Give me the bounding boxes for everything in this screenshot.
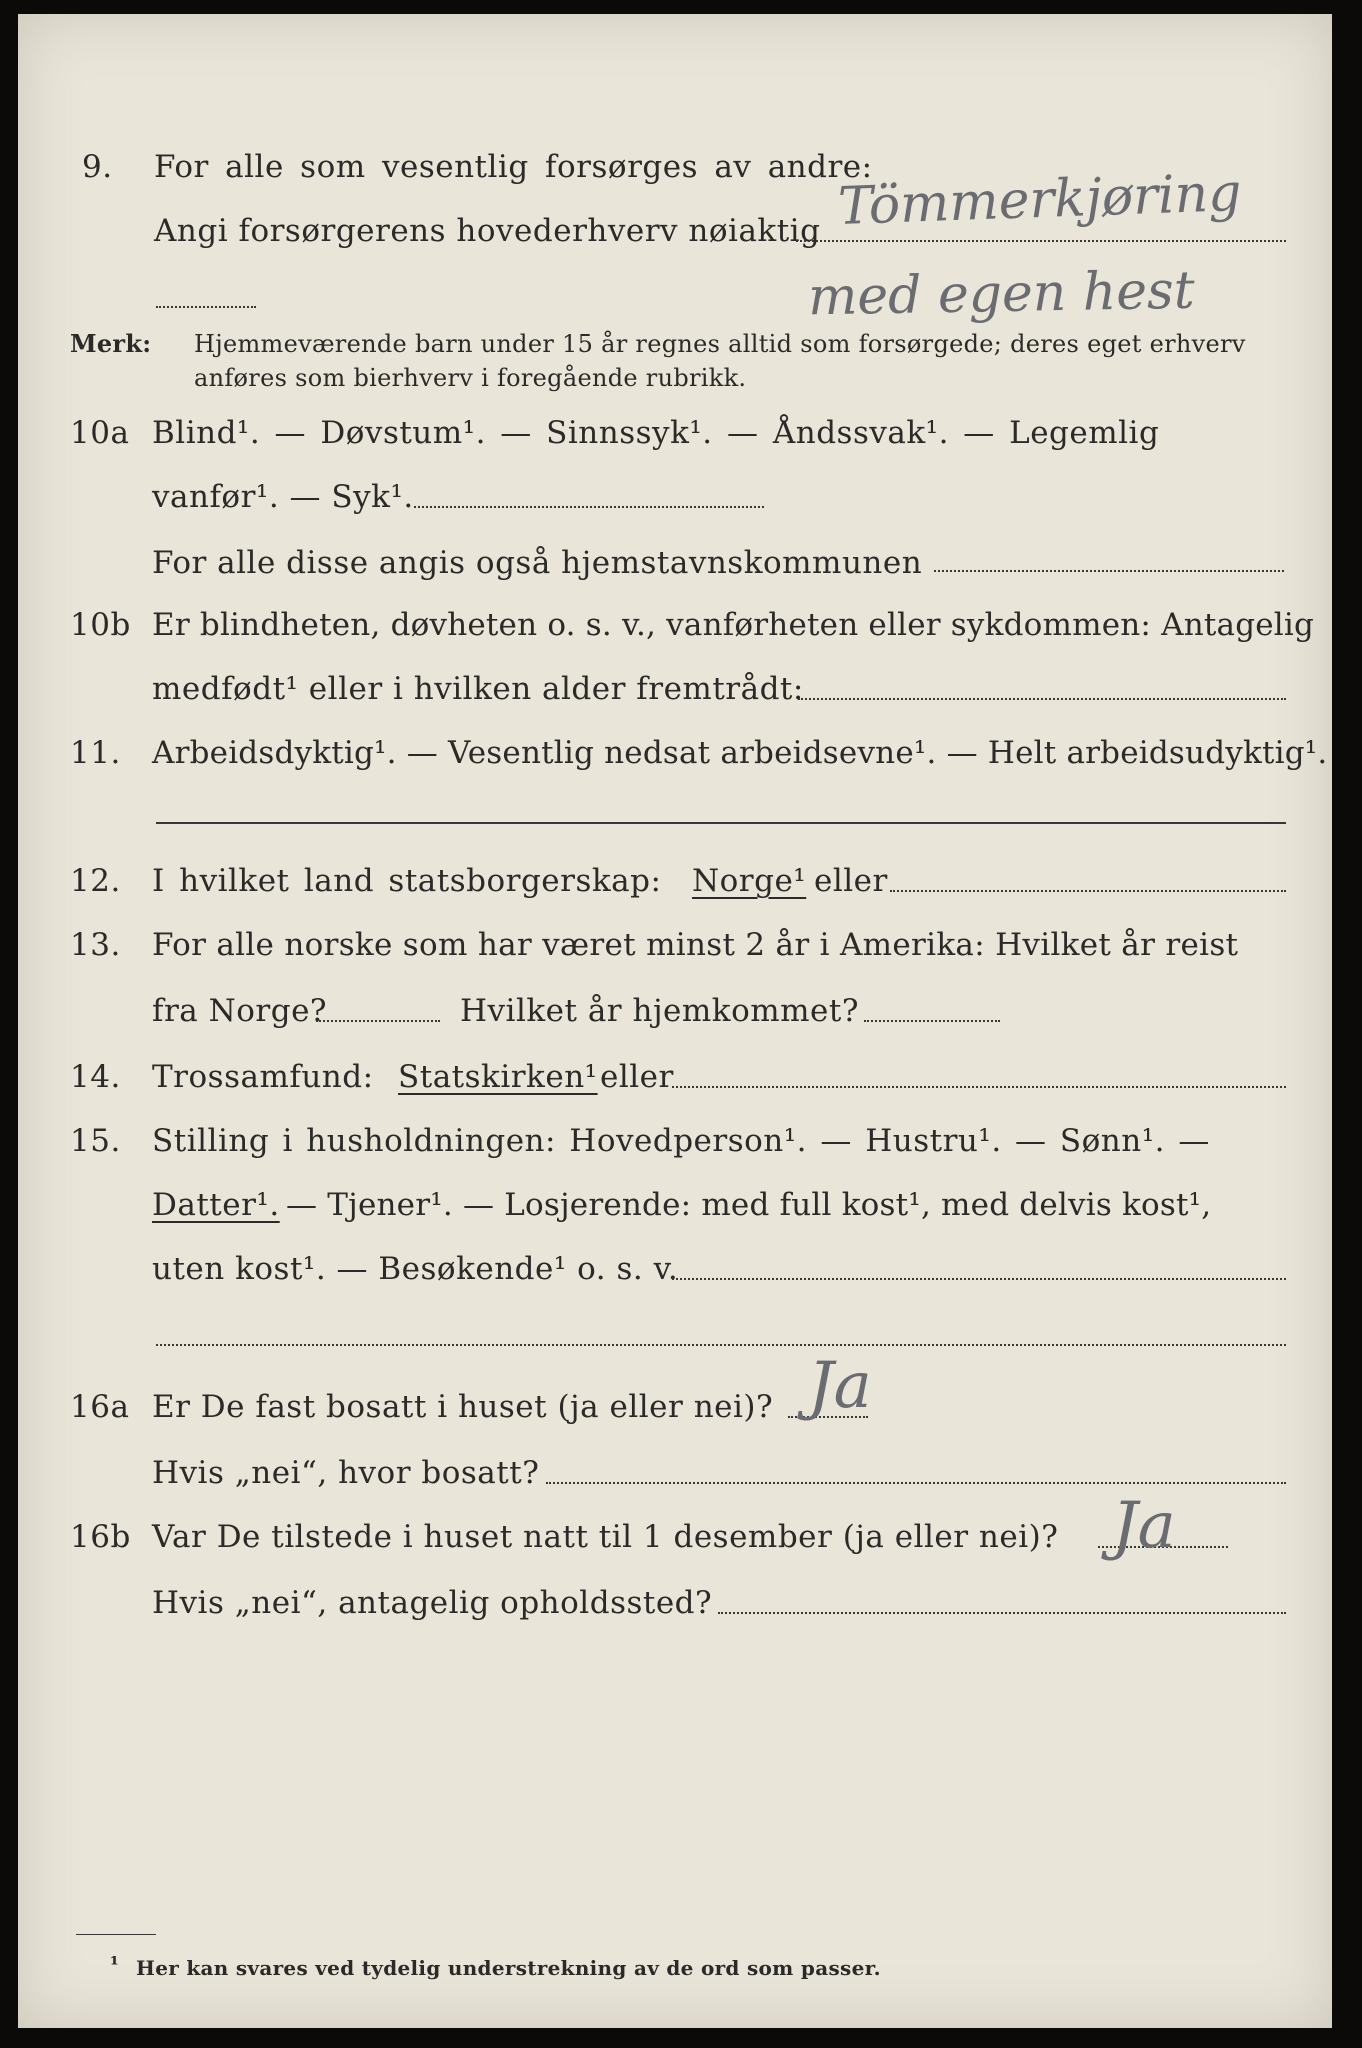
q9-handwritten-detail: med egen hest (807, 260, 1196, 328)
q14-question: Trossamfund: (152, 1059, 374, 1095)
q15-number: 15. (70, 1123, 121, 1159)
q10b-number: 10b (70, 607, 131, 643)
q9-number: 9. (82, 149, 113, 185)
q15-separator-rule (156, 1344, 1286, 1346)
q16a-number: 16a (70, 1389, 130, 1425)
q14-answer-statskirken-underlined: Statskirken¹ (398, 1059, 598, 1095)
q12-question: I hvilket land statsborgerskap: (152, 863, 662, 899)
q13-number: 13. (70, 927, 121, 963)
q16a-handwritten-answer: Ja (808, 1349, 872, 1423)
q9-answer-line2 (156, 306, 256, 308)
q11-separator-rule (156, 822, 1286, 824)
q10a-number: 10a (70, 415, 130, 451)
q10a-line3: For alle disse angis også hjemstavnskommunen (152, 545, 923, 581)
footnote-mark: ¹ (110, 1952, 120, 1976)
q15-line1: Stilling i husholdningen: Hovedperson¹. — Hustru¹. — Sønn¹. — (152, 1123, 1210, 1159)
q16b-number: 16b (70, 1519, 131, 1555)
q16b-line1: Var De tilstede i huset natt til 1 desember (ja eller nei)? (152, 1519, 1059, 1555)
q10b-line2: medfødt¹ eller i hvilken alder fremtrådt: (152, 671, 804, 707)
q14-number: 14. (70, 1059, 121, 1095)
q16a-residence-line (546, 1482, 1286, 1484)
q12-answer-line (890, 890, 1286, 892)
q13-year-left-line (316, 1020, 440, 1022)
q9-line1: For alle som vesentlig forsørges av andre: (154, 149, 873, 185)
q9-answer-line1 (796, 240, 1286, 242)
q10a-line1: Blind¹. — Døvstum¹. — Sinnssyk¹. — Åndssvak¹. — Legemlig (152, 415, 1160, 451)
q9-line2: Angi forsørgerens hovederhverv nøiaktig (154, 213, 821, 249)
q12-answer-norge-underlined: Norge¹ (692, 863, 807, 899)
q16b-line2: Hvis „nei“, antagelig opholdssted? (152, 1585, 713, 1621)
q10b-answer-line (798, 698, 1286, 700)
q15-line3: uten kost¹. — Besøkende¹ o. s. v. (152, 1251, 679, 1287)
q12-number: 12. (70, 863, 121, 899)
merk-line2: anføres som bierhverv i foregående rubrikk. (194, 364, 747, 392)
q14-eller: eller (600, 1059, 674, 1095)
q13-year-returned-line (864, 1020, 1000, 1022)
q15-answer-line (672, 1278, 1286, 1280)
q16a-line1: Er De fast bosatt i huset (ja eller nei)? (152, 1389, 774, 1425)
q16b-handwritten-answer: Ja (1112, 1489, 1176, 1563)
q13-line1: For alle norske som har været minst 2 år i Amerika: Hvilket år reist (152, 927, 1239, 963)
census-form-page (18, 14, 1332, 2028)
q15-answer-datter-underlined: Datter¹. (152, 1187, 280, 1223)
q14-answer-line (672, 1086, 1286, 1088)
merk-line1: Hjemmeværende barn under 15 år regnes alltid som forsørgede; deres eget erhverv (194, 330, 1246, 358)
q11-line1: Arbeidsdyktig¹. — Vesentlig nedsat arbeidsevne¹. — Helt arbeidsudyktig¹. (152, 735, 1328, 771)
q12-eller: eller (814, 863, 888, 899)
q10a-answer-line (414, 506, 764, 508)
q13-line2-reist: fra Norge? (152, 993, 328, 1029)
q15-line2: — Tjener¹. — Losjerende: med full kost¹, med delvis kost¹, (286, 1187, 1212, 1223)
q10a-home-municipality-line (934, 570, 1284, 572)
footnote-rule (76, 1934, 156, 1935)
q16b-whereabouts-line (718, 1612, 1286, 1614)
footnote-text: Her kan svares ved tydelig understrekning av de ord som passer. (136, 1956, 881, 1980)
q9-handwritten-occupation: Tömmerkjøring (837, 162, 1243, 238)
q10a-line2: vanfør¹. — Syk¹. (152, 479, 414, 515)
q11-number: 11. (70, 735, 121, 771)
q10b-line1: Er blindheten, døvheten o. s. v., vanførheten eller sykdommen: Antagelig (152, 607, 1315, 643)
q16a-line2: Hvis „nei“, hvor bosatt? (152, 1455, 540, 1491)
merk-label: Merk: (70, 329, 152, 358)
q13-line2-hjemkommet: Hvilket år hjemkommet? (460, 993, 859, 1029)
